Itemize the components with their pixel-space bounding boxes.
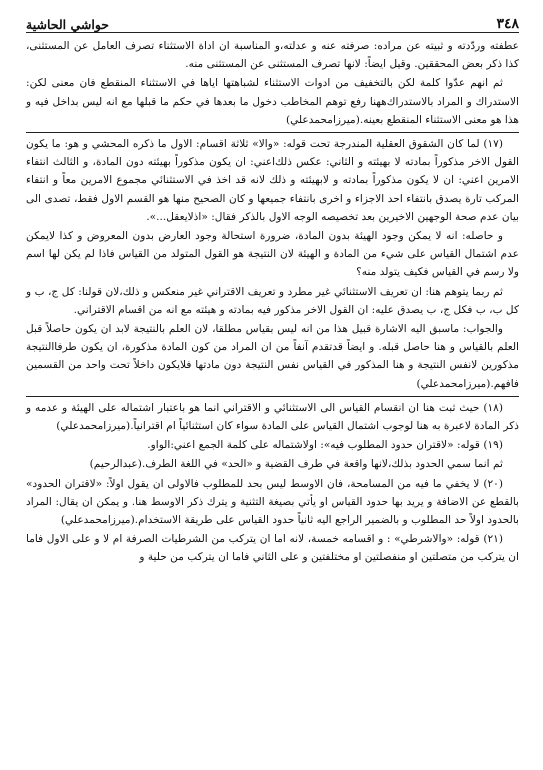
paragraph: ثم ربما يتوهم هنا: ان تعريف الاستثنائي غير مطرد و تعريف الاقتراني غير منعكس و ذلك،لان قولنا: كل ج، ب و كل ب، ب فكل ج، ب يصدق عليه: ان القول الاخر مذكور فيه بمادته و هيئته مع انه من اقسام الاقتراني.	[26, 285, 519, 316]
paragraph: (١٩) قوله: «لاقتران حدود المطلوب فيه»: اولاشتماله على كلمة الجمع اعني:الواو.	[147, 439, 503, 452]
paragraph: ثم انما سمي الحدود بذلك،لانها واقعة في طرف القضية و «الحد» في اللغة الطرف.(عبدالرحيم)	[89, 458, 503, 471]
paragraph: عطفته وردّدته و ثبيته عن مراده: صرفته عنه و عدلته،و المناسبة ان اداة الاستثناء تصرف العامل عن المستثنى، كذا ذكر بعض المحققين. وقيل ايضاً: لانها تصرف المستثنى عن المستثنى منه.	[26, 40, 519, 71]
paragraph: (١٨) حيث ثبت هنا ان انقسام القياس الى الاستثنائي و الاقتراني انما هو باعتبار اشتماله على الهيئة و عدمه و ذكر المادة لاعبرة به هنا لوجوب اشتمال القياس على المادة سواء كان استثنائياً ام اقترانياً.(ميرزامحمدعلي)	[26, 396, 519, 435]
paragraph: (٢٠) لا يخفي ما فيه من المسامحة، فان الاوسط ليس بحد للمطلوب فالاولى ان يقول اولاً: «لاقتران الحدود» بالقطع عن الاضافة و يريد بها حدود القياس او يأتي بصيغة التثنية و يترك ذكر الاوسط هنا. و يمكن ان يقال: المراد بالحدود اولاً حد المطلوب و بالضمير الراجع اليه ثانياً حدود القياس على طريقة الاستخدام.(ميرزامحمدعلي)	[26, 477, 519, 527]
paragraph: والجواب: ماسبق اليه الاشارة قبيل هذا من انه ليس بقياس مطلقا، لان العلم بالنتيجة لابد ان يكون حاصلاً قبل العلم بالقياس و هنا حاصل قبله. و ايضاً قدتقدم آنفاً من ان المراد من كون المادة مذكورة، ان يكون طرفاالنتيجة مذكورين لانفس النتيجة و هنا المذكور في القياس نفس النتيجة دون مادتها فلايكون داخلاً تحت واحد من القسمين فافهم.(ميرزامحمدعلي)	[26, 323, 519, 390]
paragraph: (١٧) لما كان الشقوق العقلية المندرجة تحت قوله: «والا» ثلاثة اقسام: الاول ما ذكره المحشي و هو: ما يكون القول الاخر مذكوراً بمادته لا بهيئته و الثاني: عكس ذلك‌اعني: ان يكون مذكوراً بهيئته دون المادة، و الثالث انتفاء الامرين اعني: ان لا يكون مذكوراً بمادته و لابهيئته و ذلك لانه قد اخذ في الاستثنائي مجموع الامرين معاً و انتفاء المركب تارة يصدق بانتفاء احد الاجزاء و اخرى بانتفاء جميعها و كان الصحيح منها هو القسم الاول فقط، تصدى الى بيان عدم صحة الوجهين الاخيرين بعد تخصيصه الوجه الاول بالذكر فقال: «اذلايعقل...».	[26, 132, 519, 226]
paragraph: و حاصله: انه لا يمكن وجود الهيئة بدون المادة، ضرورة استحالة وجود العارض بدون المعروض و كذا لايمكن عدم اشتمال القياس على شيء من المادة و الهيئة لان النتيجة هو القول المتولد من القياس فاذا لم يكن لها اسم ولا رسم في القياس فكيف يتولد منه؟	[26, 230, 519, 279]
page-number: ٣٤٨	[496, 16, 519, 32]
paragraph: ثم انهم عدّوا كلمة لكن بالتخفيف من ادوات الاستثناء لشباهتها اياها في الاستثناء المنقطع فان معنى لكن: الاستدراك و المراد بالاستدراك‌ههنا رفع توهم المخاطب دخول ما بعدها في حكم ما قبلها مع انه ليس بداخل فيه و هذا هو معنى الاستثناء المنقطع بعينه.(ميرزامحمدعلي)	[26, 77, 519, 126]
body-text	[26, 37, 519, 567]
running-title: حواشي الحاشية	[26, 17, 110, 32]
page-header	[26, 10, 519, 33]
paragraph: (٢١) قوله: «والاشرطي» : و اقسامه خمسة، لانه اما ان يتركب من الشرطيات الصرفة ام لا و على الاول فاما ان يتركب من متصلتين او منفصلتين او مختلفتين و على الثاني فاما ان يتركب من حلية و	[26, 533, 519, 564]
